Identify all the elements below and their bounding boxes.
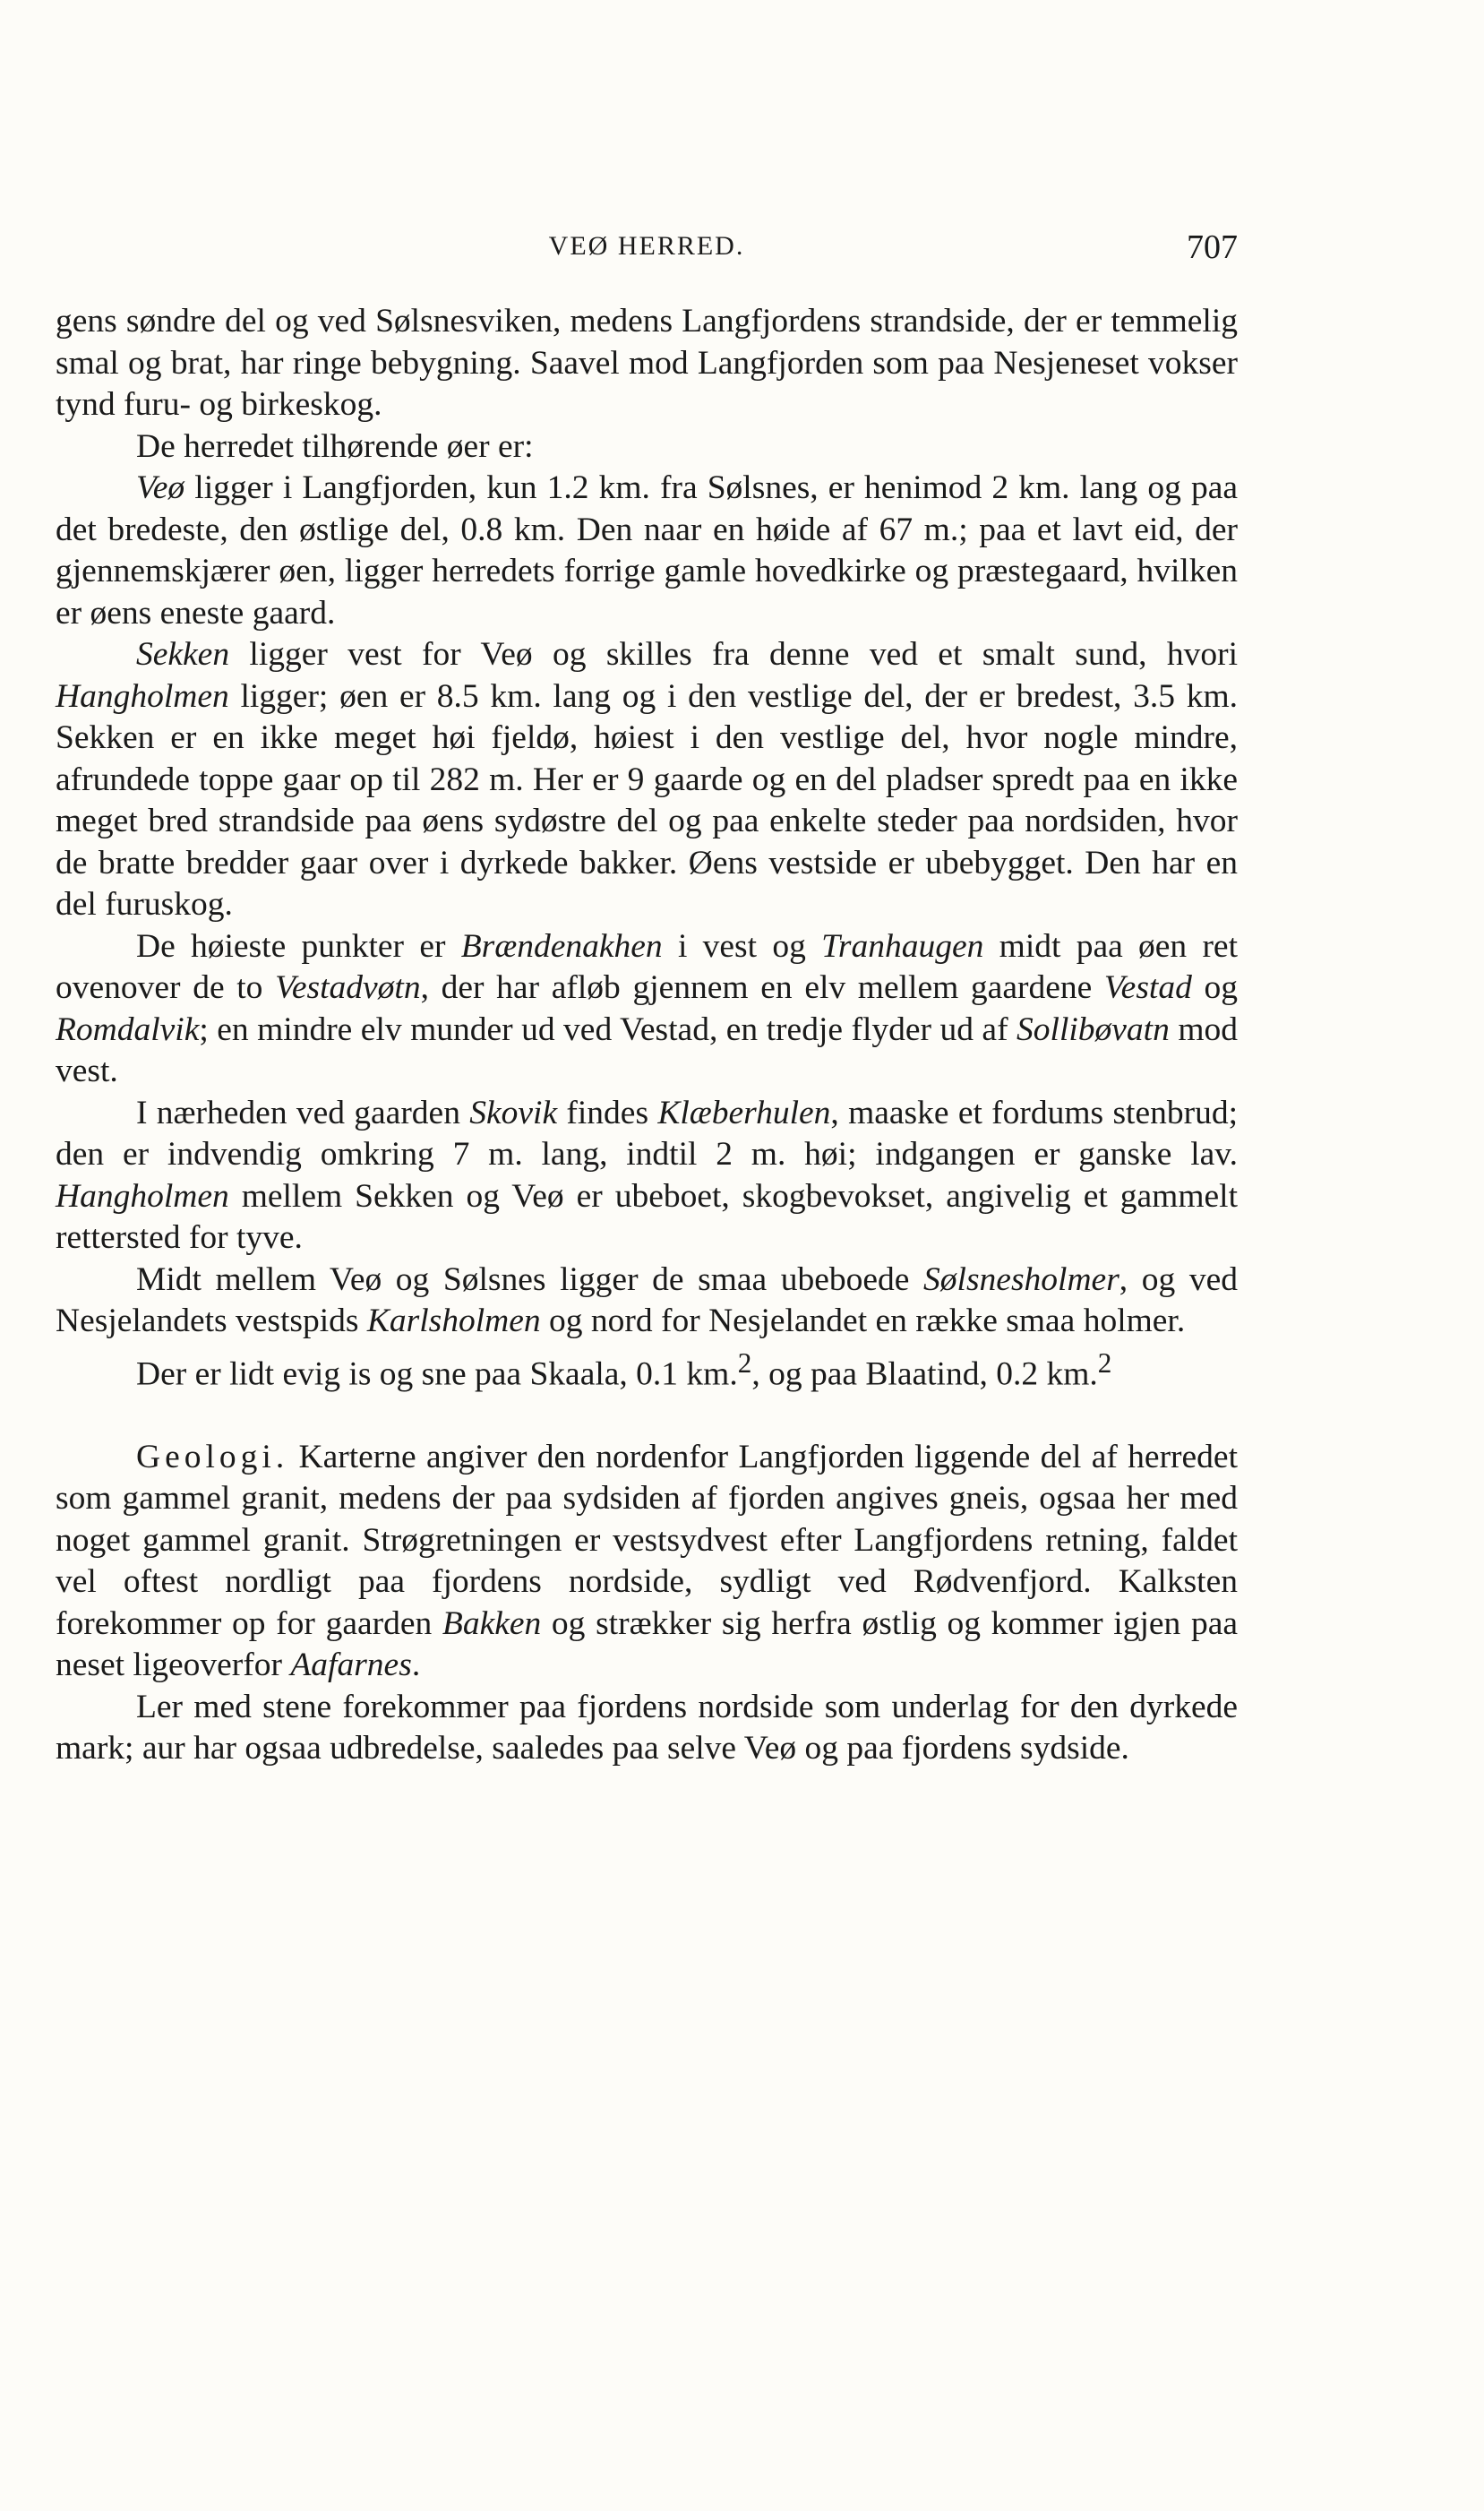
- text-run: De høieste punkter er: [136, 927, 461, 965]
- italic-place-name: Skovik: [469, 1094, 558, 1131]
- paragraph: [56, 301, 1238, 426]
- text-run: mellem Sekken og Veø er ubeboet, skogbevokset, angivelig et gammelt rettersted for tyve.: [56, 1177, 1238, 1256]
- italic-place-name: Aafarnes: [290, 1647, 412, 1683]
- italic-place-name: Karlsholmen: [366, 1303, 541, 1339]
- italic-place-name: Klæberhulen: [657, 1094, 831, 1131]
- page-number: 707: [1187, 228, 1238, 266]
- text-run: ; en mindre elv munder ud ved Vestad, en tredje flyder ud af: [199, 1010, 1017, 1048]
- italic-place-name: Veø: [136, 469, 185, 506]
- paragraph: [56, 926, 1238, 1093]
- body-text: [56, 301, 1238, 1770]
- text-run: , og paa Blaatind, 0.2 km.: [751, 1355, 1098, 1392]
- text-run: og nord for Nesjelandet en række smaa holmer.: [540, 1303, 1186, 1339]
- italic-place-name: Brændenakhen: [460, 927, 663, 965]
- text-run: , maaske et fordums stenbrud; den er indvendig omkring 7 m. lang, indtil 2 m. høi; indgangen er ganske lav.: [56, 1094, 1239, 1173]
- text-run: og: [1191, 969, 1239, 1006]
- paragraph: [56, 634, 1238, 926]
- paragraph: [56, 426, 1238, 469]
- text-run: , der har afløb gjennem en elv mellem gaardene: [420, 969, 1104, 1006]
- text-run: ligger i Langfjorden, kun 1.2 km. fra Sølsnes, er henimod 2 km. lang og paa det bredeste, den østlige del, 0.8 km. Den naar en høide af 67 m.; paa et lavt eid, der gjennemskjærer øen, ligger herredets forrige gamle hovedkirke og præstegaard, hvilken er øens eneste gaard.: [56, 469, 1238, 632]
- italic-place-name: Bakken: [442, 1604, 542, 1642]
- superscript: 2: [1097, 1346, 1112, 1379]
- italic-place-name: Sølsnesholmer: [923, 1260, 1119, 1298]
- text-run: gens søndre del og ved Sølsnesviken, medens Langfjordens strandside, der er temmelig smal og brat, har ringe bebygning. Saavel mod Langfjorden som paa Nesjeneset vokser tynd furu- og birkeskog.: [56, 303, 1238, 423]
- italic-place-name: Sekken: [136, 636, 230, 673]
- text-run: Der er lidt evig is og sne paa Skaala, 0.1 km.: [136, 1355, 738, 1392]
- superscript: 2: [737, 1346, 752, 1379]
- text-run: og strækker sig herfra østlig og kommer igjen paa neset ligeoverfor: [56, 1604, 1238, 1683]
- text-run: , og ved Nesjelandets vestspids: [56, 1260, 1238, 1339]
- italic-place-name: Romdalvik: [56, 1010, 200, 1048]
- text-run: ligger; øen er 8.5 km. lang og i den vestlige del, der er bredest, 3.5 km. Sekken er en ikke meget høi fjeldø, høiest i den vestlige del, hvor nogle mindre, afrundede toppe gaar op til 282 m. Her er 9 gaarde og en del pladser spredt paa en ikke meget bred strandside paa øens sydøstre del og paa enkelte steder paa nordsiden, hvor de bratte bredder gaar over i dyrkede bakker. Øens vestside er ubebygget. Den har en del furuskog.: [56, 677, 1238, 923]
- text-run: ligger vest for Veø og skilles fra denne ved et smalt sund, hvori: [229, 636, 1238, 673]
- paragraph: [56, 1260, 1238, 1343]
- italic-place-name: Sollibøvatn: [1016, 1010, 1170, 1048]
- text-run: i vest og: [662, 927, 822, 965]
- paragraph: [56, 468, 1238, 634]
- paragraph: [56, 1093, 1238, 1260]
- text-run: .: [411, 1647, 421, 1683]
- text-run: Karterne angiver den nordenfor Langfjorden liggende del af herredet som gammel granit, medens der paa sydsiden af fjorden angives gneis, ogsaa her med noget gammel granit. Strøgretningen er vestsydvest efter Langfjordens retning, faldet vel oftest nordligt paa fjordens nordside, sydligt ved Rødvenfjord. Kalksten forekommer op for gaarden: [56, 1438, 1238, 1642]
- italic-place-name: Hangholmen: [56, 1177, 229, 1215]
- text-run: findes: [557, 1094, 658, 1131]
- text-run: Midt mellem Veø og Sølsnes ligger de smaa ubeboede: [136, 1260, 924, 1298]
- text-run: mod vest.: [56, 1010, 1238, 1089]
- text-run: midt paa øen ret ovenover de to: [56, 927, 1238, 1006]
- text-run: Ler med stene forekommer paa fjordens nordside som underlag for den dyrkede mark; aur har ogsaa udbredelse, saaledes paa selve Veø og paa fjordens sydside.: [56, 1688, 1238, 1767]
- italic-place-name: Vestadvøtn: [275, 969, 421, 1006]
- italic-place-name: Hangholmen: [56, 677, 229, 715]
- text-run: De herredet tilhørende øer er:: [136, 427, 534, 465]
- italic-place-name: Tranhaugen: [821, 927, 984, 965]
- section-heading: Geologi.: [136, 1438, 289, 1475]
- text-run: I nærheden ved gaarden: [136, 1094, 470, 1131]
- paragraph: [56, 1343, 1238, 1396]
- running-head: VEØ HERRED.: [548, 231, 745, 261]
- paragraph-geology: [56, 1437, 1238, 1687]
- italic-place-name: Vestad: [1103, 969, 1192, 1006]
- paragraph: [56, 1687, 1238, 1770]
- page-header: [56, 224, 1238, 269]
